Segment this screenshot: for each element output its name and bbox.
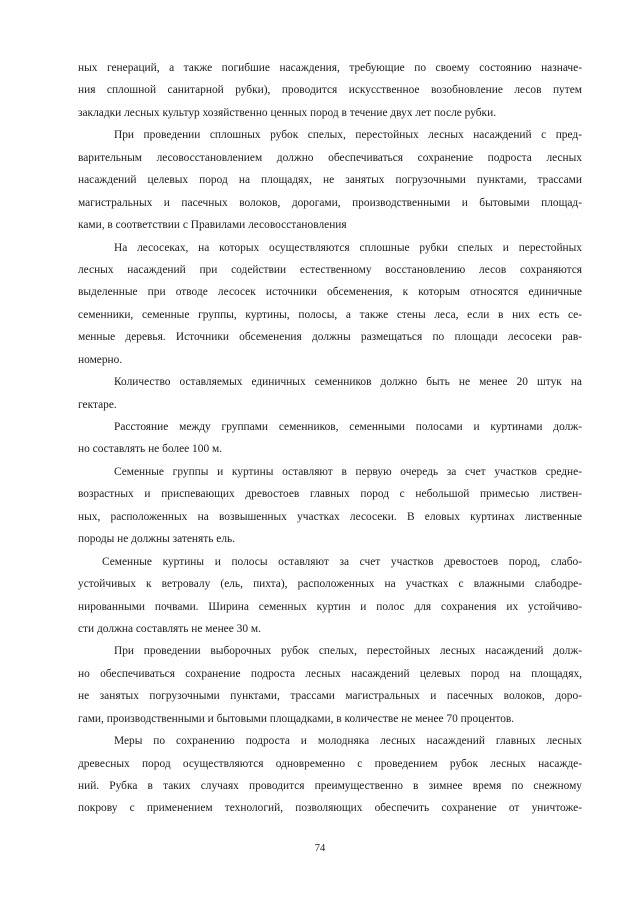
text-line: варительным лесовосстановлением должно обеспечиваться сохранение подроста лесных — [78, 151, 582, 164]
text-line: гами, производственными и бытовыми площадками, в количестве не менее 70 процентов. — [78, 712, 515, 725]
text-line: породы не должны затенять ель. — [78, 533, 236, 546]
text-line: магистральных и пасечных волоков, дорогами, производственными и бытовыми площад- — [78, 196, 582, 209]
text-line: но составлять не более 100 м. — [78, 443, 223, 456]
paragraph — [78, 124, 582, 236]
text-line: Расстояние между группами семенников, семенными полосами и куртинами долж- — [114, 421, 582, 433]
paragraph — [78, 551, 582, 641]
paragraph — [78, 640, 582, 730]
paragraph — [78, 416, 582, 461]
text-line: лесных насаждений при содействии естественному восстановлению лесов сохраняются — [78, 263, 582, 276]
text-line: древесных пород осуществляются одновременно с проведением рубок лесных насажде- — [78, 757, 582, 770]
text-line: На лесосеках, на которых осуществляются сплошные рубки спелых и перестойных — [114, 241, 582, 254]
text-line: Меры по сохранению подроста и молодняка лесных насаждений главных лесных — [114, 735, 582, 748]
paragraph — [78, 57, 582, 124]
page-number: 74 — [314, 843, 326, 854]
text-line: ных, расположенных на возвышенных участках лесосеки. В еловых куртинах лиственные — [78, 510, 582, 523]
text-line: ния сплошной санитарной рубки), проводится искусственное возобновление лесов путем — [78, 84, 582, 97]
text-line: При проведении выборочных рубок спелых, перестойных лесных насаждений долж- — [114, 645, 582, 658]
text-line: Количество оставляемых единичных семенников должно быть не менее 20 штук на — [114, 376, 582, 389]
text-line: покрову с применением технологий, позволяющих обеспечить сохранение от уничтоже- — [78, 802, 582, 815]
text-line: не занятых погрузочными пунктами, трассами магистральных и пасечных волоков, доро- — [78, 690, 582, 703]
text-line: насаждений целевых пород на площадях, не занятых погрузочными пунктами, трассами — [78, 174, 582, 187]
paragraph — [78, 237, 582, 372]
text-line: ных генераций, а также погибшие насаждения, требующие по своему состоянию назначе- — [78, 62, 582, 74]
text-line: Семенные группы и куртины оставляют в первую очередь за счет участков средне- — [114, 465, 582, 478]
text-line: выделенные при отводе лесосек источники обсеменения, к которым относятся единичные — [78, 286, 582, 299]
text-line: Семенные куртины и полосы оставляют за счет участков древостоев пород, слабо- — [102, 555, 582, 568]
text-line: устойчивых к ветровалу (ель, пихта), расположенных на участках с влажными слабодре- — [78, 578, 582, 591]
text-line: сти должна составлять не менее 30 м. — [78, 622, 261, 635]
text-line: нированными почвами. Ширина семенных куртин и полос для сохранения их устойчиво- — [78, 600, 582, 613]
paragraph — [78, 461, 582, 551]
text-line: гектаре. — [78, 398, 117, 411]
paragraph — [78, 371, 582, 416]
text-line: ками, в соответствии с Правилами лесовосстановления — [78, 219, 347, 232]
text-line: семенники, семенные группы, куртины, полосы, а также стены леса, если в них есть се- — [78, 308, 582, 321]
text-line: но обеспечиваться сохранение подроста лесных насаждений целевых пород на площадях, — [78, 667, 582, 680]
text-line: менные деревья. Источники обсеменения должны размещаться по площади лесосеки рав- — [78, 331, 582, 344]
text-line: ний. Рубка в таких случаях проводится преимущественно в зимнее время по снежному — [78, 780, 582, 792]
text-line: закладки лесных культур хозяйственно ценных пород в течение двух лет после рубки. — [78, 106, 497, 119]
paragraph — [78, 730, 582, 820]
text-line: возрастных и приспевающих древостоев главных пород с небольшой примесью листвен- — [78, 488, 582, 501]
text-line: номерно. — [78, 353, 123, 366]
text-line: При проведении сплошных рубок спелых, перестойных лесных насаждений с пред- — [114, 129, 582, 142]
body-text — [78, 57, 582, 820]
